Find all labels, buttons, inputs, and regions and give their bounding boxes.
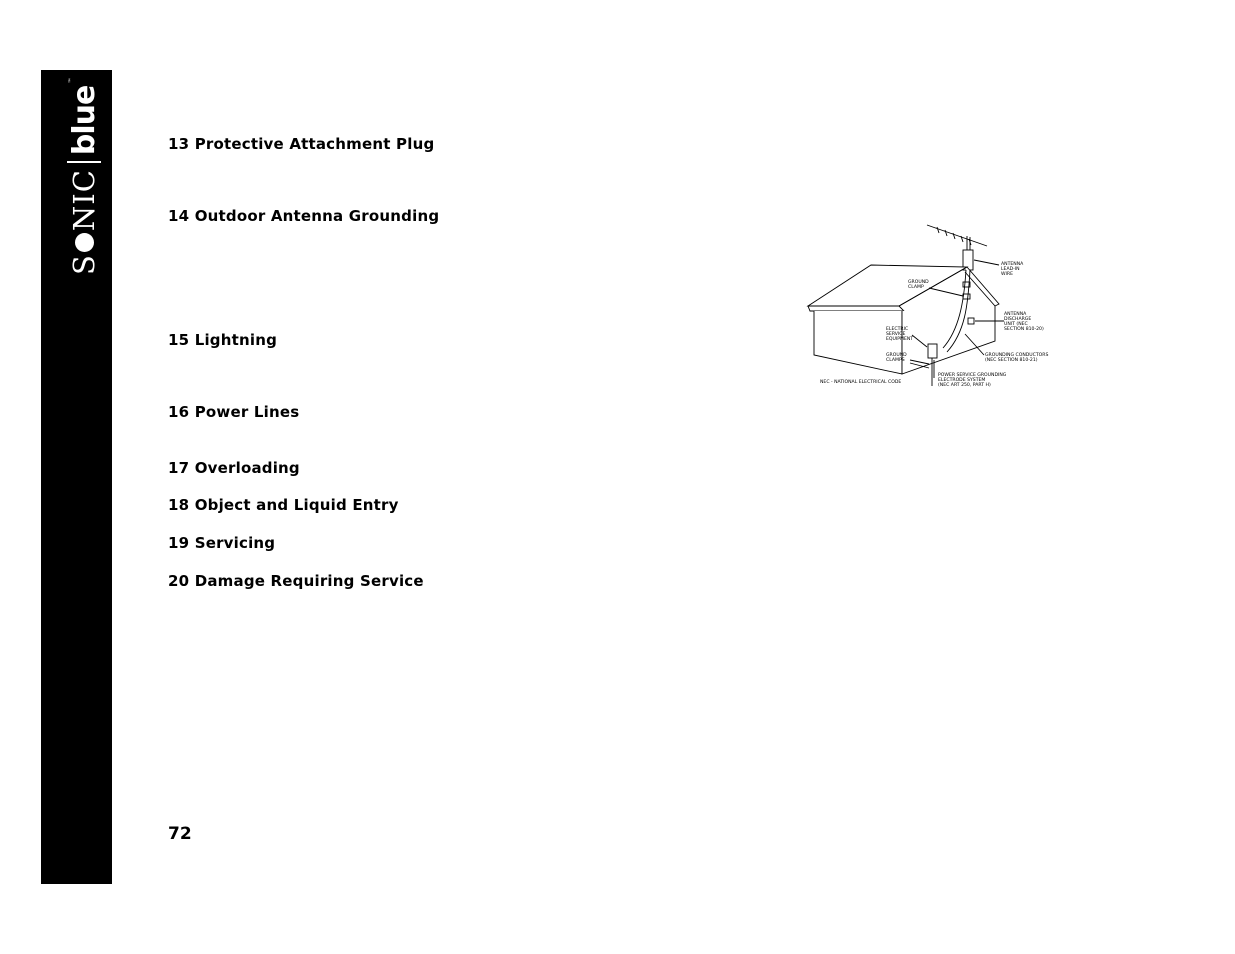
heading-18: 18 Object and Liquid Entry bbox=[168, 496, 399, 514]
heading-15: 15 Lightning bbox=[168, 331, 278, 349]
heading-20: 20 Damage Requiring Service bbox=[168, 572, 424, 590]
label-discharge-unit: ANTENNA DISCHARGE UNIT (NEC SECTION 810-20) bbox=[1004, 312, 1044, 332]
logo-trademark: ™ bbox=[68, 77, 75, 84]
heading-14: 14 Outdoor Antenna Grounding bbox=[168, 207, 440, 225]
heading-13: 13 Protective Attachment Plug bbox=[168, 135, 435, 153]
label-ground-clamps: GROUND CLAMPS bbox=[886, 353, 907, 363]
logo-sonic: S NIC bbox=[67, 169, 101, 275]
label-electric-service: ELECTRIC SERVICE EQUIPMENT bbox=[886, 327, 914, 342]
heading-16: 16 Power Lines bbox=[168, 403, 300, 421]
logo-divider bbox=[67, 161, 101, 163]
logo-blue: blue bbox=[66, 85, 102, 156]
page-number: 72 bbox=[168, 824, 192, 844]
label-grounding-conductors: GROUNDING CONDUCTORS (NEC SECTION 810-21) bbox=[985, 353, 1049, 363]
heading-17: 17 Overloading bbox=[168, 459, 300, 477]
antenna-grounding-diagram bbox=[805, 222, 1067, 394]
logo-dot-icon bbox=[75, 233, 94, 252]
sonicblue-logo bbox=[66, 78, 102, 275]
heading-19: 19 Servicing bbox=[168, 534, 276, 552]
label-ground-clamp: GROUND CLAMP bbox=[908, 280, 929, 290]
label-power-service: POWER SERVICE GROUNDING ELECTRODE SYSTEM (NEC ART 250, PART H) bbox=[938, 373, 1007, 388]
label-antenna-lead-in: ANTENNA LEAD-IN WIRE bbox=[1001, 262, 1024, 277]
label-nec: NEC - NATIONAL ELECTRICAL CODE bbox=[820, 380, 902, 385]
antenna-boom bbox=[927, 225, 987, 246]
